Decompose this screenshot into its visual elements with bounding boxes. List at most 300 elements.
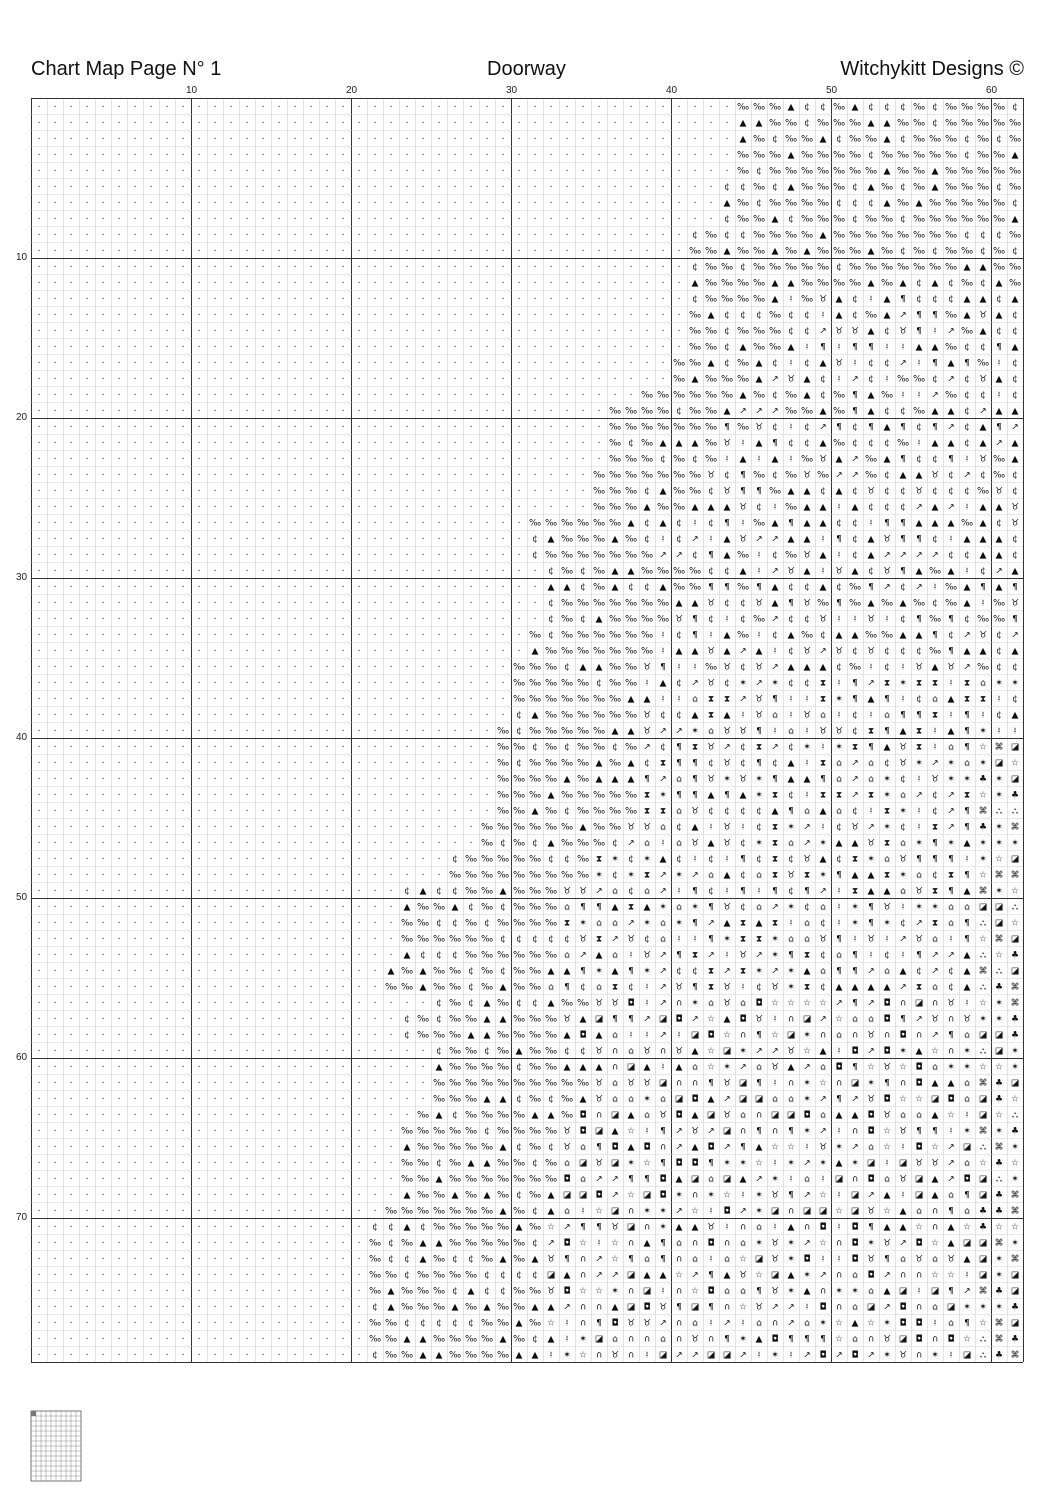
empty-cell-mark: · (262, 167, 265, 177)
stitch-symbol: ♮ (869, 663, 872, 673)
stitch-symbol: ▲ (900, 727, 907, 737)
empty-cell-mark: · (374, 1047, 377, 1057)
empty-cell-mark: · (86, 167, 89, 177)
stitch-symbol: ‰ (497, 823, 509, 833)
empty-cell-mark: · (614, 183, 617, 193)
stitch-symbol: ♣ (1011, 1015, 1019, 1025)
stitch-symbol: ▲ (980, 503, 987, 513)
stitch-symbol: ♉ (803, 471, 811, 481)
empty-cell-mark: · (614, 391, 617, 401)
stitch-symbol: ¶ (948, 1207, 954, 1217)
empty-cell-mark: · (102, 551, 105, 561)
row-number-50: 50 (16, 892, 27, 904)
stitch-symbol: ▲ (452, 1303, 459, 1313)
stitch-symbol: ⧗ (692, 743, 698, 753)
empty-cell-mark: · (294, 615, 297, 625)
stitch-symbol: ♉ (915, 663, 923, 673)
empty-cell-mark: · (38, 1287, 41, 1297)
stitch-symbol: ‰ (945, 167, 957, 177)
stitch-symbol: ¢ (868, 503, 874, 513)
empty-cell-mark: · (70, 1063, 73, 1073)
stitch-symbol: ‰ (513, 1303, 525, 1313)
empty-cell-mark: · (182, 695, 185, 705)
empty-cell-mark: · (214, 1095, 217, 1105)
stitch-symbol: ▲ (1012, 295, 1019, 305)
stitch-symbol: ¢ (804, 119, 810, 129)
empty-cell-mark: · (246, 983, 249, 993)
stitch-symbol: ↗ (947, 423, 955, 433)
empty-cell-mark: · (294, 631, 297, 641)
stitch-symbol: ☆ (979, 871, 987, 881)
stitch-symbol: ¢ (372, 1303, 378, 1313)
empty-cell-mark: · (102, 951, 105, 961)
empty-cell-mark: · (406, 279, 409, 289)
stitch-symbol: ♮ (837, 919, 840, 929)
empty-cell-mark: · (278, 887, 281, 897)
empty-cell-mark: · (566, 263, 569, 273)
stitch-symbol: ♮ (805, 343, 808, 353)
stitch-symbol: ¶ (948, 455, 954, 465)
empty-cell-mark: · (662, 135, 665, 145)
stitch-symbol: ‰ (609, 599, 621, 609)
stitch-symbol: ✶ (995, 679, 1003, 689)
empty-cell-mark: · (118, 183, 121, 193)
stitch-symbol: ▲ (964, 983, 971, 993)
stitch-symbol: ◪ (563, 1191, 572, 1201)
stitch-symbol: ‰ (977, 487, 989, 497)
stitch-symbol: ¢ (676, 535, 682, 545)
empty-cell-mark: · (294, 247, 297, 257)
stitch-symbol: ▲ (996, 503, 1003, 513)
empty-cell-mark: · (454, 663, 457, 673)
empty-cell-mark: · (150, 199, 153, 209)
stitch-symbol: ‰ (609, 695, 621, 705)
stitch-symbol: ▲ (804, 663, 811, 673)
stitch-symbol: ‰ (529, 903, 541, 913)
empty-cell-mark: · (70, 1127, 73, 1137)
stitch-symbol: ♮ (709, 535, 712, 545)
empty-cell-mark: · (166, 983, 169, 993)
empty-cell-mark: · (358, 1015, 361, 1025)
stitch-symbol: ∩ (628, 1207, 635, 1217)
stitch-symbol: ☆ (691, 1287, 699, 1297)
empty-cell-mark: · (374, 1095, 377, 1105)
stitch-symbol: ¶ (836, 967, 842, 977)
empty-cell-mark: · (358, 775, 361, 785)
stitch-symbol: ▲ (868, 119, 875, 129)
empty-cell-mark: · (86, 647, 89, 657)
empty-cell-mark: · (406, 823, 409, 833)
stitch-symbol: ☆ (579, 1351, 587, 1361)
stitch-symbol: ‰ (769, 231, 781, 241)
empty-cell-mark: · (582, 279, 585, 289)
stitch-symbol: ◪ (979, 1175, 988, 1185)
empty-cell-mark: · (86, 695, 89, 705)
stitch-symbol: ✶ (947, 839, 955, 849)
empty-cell-mark: · (102, 391, 105, 401)
stitch-symbol: ‰ (721, 295, 733, 305)
empty-cell-mark: · (150, 807, 153, 817)
stitch-symbol: ♮ (901, 903, 904, 913)
empty-cell-mark: · (630, 375, 633, 385)
stitch-symbol: ¢ (788, 439, 794, 449)
stitch-symbol: ¶ (916, 615, 922, 625)
stitch-symbol: ⧗ (644, 791, 650, 801)
stitch-symbol: ¢ (1012, 695, 1018, 705)
stitch-symbol: ☆ (835, 1015, 843, 1025)
stitch-symbol: ✶ (787, 903, 795, 913)
stitch-symbol: ⧗ (980, 695, 986, 705)
stitch-symbol: ‰ (561, 567, 573, 577)
empty-cell-mark: · (86, 551, 89, 561)
empty-cell-mark: · (246, 1239, 249, 1249)
stitch-symbol: ‰ (785, 135, 797, 145)
empty-cell-mark: · (342, 1319, 345, 1329)
stitch-symbol: ✶ (931, 1351, 939, 1361)
stitch-symbol: ⌂ (932, 1303, 938, 1313)
stitch-symbol: ♮ (965, 1111, 968, 1121)
empty-cell-mark: · (214, 871, 217, 881)
stitch-symbol: ▲ (884, 887, 891, 897)
stitch-symbol: ¢ (644, 759, 650, 769)
stitch-symbol: ▲ (868, 983, 875, 993)
empty-cell-mark: · (262, 487, 265, 497)
stitch-symbol: ‰ (769, 327, 781, 337)
stitch-symbol: ◘ (627, 999, 634, 1009)
stitch-symbol: ‰ (449, 1159, 461, 1169)
empty-cell-mark: · (374, 327, 377, 337)
stitch-symbol: ⌂ (948, 919, 954, 929)
empty-cell-mark: · (278, 951, 281, 961)
empty-cell-mark: · (390, 407, 393, 417)
empty-cell-mark: · (534, 615, 537, 625)
empty-cell-mark: · (278, 247, 281, 257)
empty-cell-mark: · (230, 231, 233, 241)
empty-cell-mark: · (86, 935, 89, 945)
stitch-symbol: ♉ (803, 647, 811, 657)
empty-cell-mark: · (150, 455, 153, 465)
stitch-symbol: ▲ (692, 1143, 699, 1153)
stitch-symbol: ↗ (691, 1351, 699, 1361)
empty-cell-mark: · (134, 823, 137, 833)
stitch-symbol: ‰ (561, 791, 573, 801)
stitch-symbol: ‰ (641, 391, 653, 401)
empty-cell-mark: · (310, 503, 313, 513)
stitch-symbol: ¶ (852, 343, 858, 353)
empty-cell-mark: · (438, 439, 441, 449)
stitch-symbol: ‰ (609, 711, 621, 721)
empty-cell-mark: · (134, 1271, 137, 1281)
stitch-symbol: ▲ (996, 551, 1003, 561)
empty-cell-mark: · (406, 631, 409, 641)
stitch-symbol: ▲ (772, 583, 779, 593)
empty-cell-mark: · (230, 215, 233, 225)
stitch-symbol: ↗ (787, 1303, 795, 1313)
stitch-symbol: ♣ (1011, 1335, 1019, 1345)
stitch-symbol: ¶ (660, 1255, 666, 1265)
stitch-symbol: ◪ (867, 1303, 876, 1313)
empty-cell-mark: · (182, 359, 185, 369)
empty-cell-mark: · (406, 647, 409, 657)
empty-cell-mark: · (70, 935, 73, 945)
stitch-symbol: ⛬ (1012, 903, 1018, 913)
stitch-symbol: ☆ (867, 1063, 875, 1073)
empty-cell-mark: · (246, 295, 249, 305)
empty-cell-mark: · (118, 599, 121, 609)
stitch-symbol: ¶ (756, 487, 762, 497)
stitch-symbol: ‰ (881, 279, 893, 289)
empty-cell-mark: · (246, 871, 249, 881)
stitch-symbol: ¢ (548, 599, 554, 609)
empty-cell-mark: · (134, 119, 137, 129)
empty-cell-mark: · (262, 711, 265, 721)
stitch-symbol: ⧗ (868, 727, 874, 737)
empty-cell-mark: · (262, 1271, 265, 1281)
empty-cell-mark: · (54, 263, 57, 273)
empty-cell-mark: · (326, 663, 329, 673)
empty-cell-mark: · (70, 919, 73, 929)
empty-cell-mark: · (166, 311, 169, 321)
empty-cell-mark: · (230, 1207, 233, 1217)
empty-cell-mark: · (118, 1351, 121, 1361)
empty-cell-mark: · (326, 1079, 329, 1089)
empty-cell-mark: · (278, 1095, 281, 1105)
stitch-symbol: ⌂ (612, 1095, 618, 1105)
stitch-symbol: ‰ (401, 1287, 413, 1297)
empty-cell-mark: · (326, 1191, 329, 1201)
empty-cell-mark: · (230, 359, 233, 369)
empty-cell-mark: · (182, 183, 185, 193)
empty-cell-mark: · (86, 999, 89, 1009)
empty-cell-mark: · (118, 215, 121, 225)
empty-cell-mark: · (662, 199, 665, 209)
stitch-symbol: ¶ (900, 423, 906, 433)
empty-cell-mark: · (70, 1175, 73, 1185)
stitch-symbol: ¶ (868, 919, 874, 929)
stitch-symbol: ♉ (755, 599, 763, 609)
stitch-symbol: ▲ (788, 343, 795, 353)
stitch-symbol: ▲ (820, 1047, 827, 1057)
stitch-symbol: ◪ (675, 1095, 684, 1105)
empty-cell-mark: · (550, 439, 553, 449)
empty-cell-mark: · (502, 167, 505, 177)
stitch-symbol: ☆ (1011, 1159, 1019, 1169)
empty-cell-mark: · (230, 1223, 233, 1233)
empty-cell-mark: · (582, 407, 585, 417)
stitch-symbol: ⌂ (740, 1287, 746, 1297)
stitch-symbol: ‰ (1009, 119, 1021, 129)
stitch-symbol: ◪ (659, 1079, 668, 1089)
empty-cell-mark: · (454, 519, 457, 529)
stitch-symbol: ▲ (756, 919, 763, 929)
stitch-symbol: ‰ (801, 279, 813, 289)
stitch-symbol: ∩ (676, 1079, 683, 1089)
stitch-symbol: ¶ (580, 903, 586, 913)
stitch-symbol: ▲ (964, 295, 971, 305)
empty-cell-mark: · (166, 119, 169, 129)
stitch-symbol: ⧗ (852, 743, 858, 753)
empty-cell-mark: · (70, 1255, 73, 1265)
stitch-symbol: ¢ (740, 903, 746, 913)
stitch-symbol: ‰ (529, 855, 541, 865)
stitch-symbol: ¢ (852, 727, 858, 737)
empty-cell-mark: · (38, 839, 41, 849)
empty-cell-mark: · (102, 343, 105, 353)
empty-cell-mark: · (518, 391, 521, 401)
stitch-symbol: ♣ (995, 1287, 1003, 1297)
empty-cell-mark: · (422, 855, 425, 865)
empty-cell-mark: · (118, 1335, 121, 1345)
stitch-symbol: ♮ (757, 887, 760, 897)
stitch-symbol: ▲ (436, 1351, 443, 1361)
empty-cell-mark: · (230, 1111, 233, 1121)
empty-cell-mark: · (550, 375, 553, 385)
empty-cell-mark: · (326, 839, 329, 849)
stitch-symbol: ‰ (449, 1095, 461, 1105)
stitch-symbol: ▲ (996, 535, 1003, 545)
empty-cell-mark: · (118, 199, 121, 209)
empty-cell-mark: · (86, 1303, 89, 1313)
stitch-symbol: ¶ (900, 455, 906, 465)
stitch-symbol: ♉ (643, 1319, 651, 1329)
empty-cell-mark: · (38, 1223, 41, 1233)
stitch-symbol: ¢ (1012, 551, 1018, 561)
empty-cell-mark: · (214, 967, 217, 977)
stitch-symbol: ▲ (532, 647, 539, 657)
stitch-symbol: ◪ (595, 1335, 604, 1345)
stitch-symbol: ▲ (1012, 455, 1019, 465)
stitch-symbol: ♉ (739, 727, 747, 737)
stitch-symbol: ¢ (852, 215, 858, 225)
stitch-symbol: ☆ (819, 1191, 827, 1201)
stitch-symbol: ♉ (899, 855, 907, 865)
stitch-symbol: ▲ (804, 375, 811, 385)
stitch-symbol: ♉ (883, 567, 891, 577)
stitch-symbol: ¢ (532, 999, 538, 1009)
empty-cell-mark: · (230, 871, 233, 881)
empty-cell-mark: · (102, 183, 105, 193)
stitch-symbol: ▲ (564, 775, 571, 785)
empty-cell-mark: · (102, 471, 105, 481)
empty-cell-mark: · (294, 1207, 297, 1217)
stitch-symbol: ¢ (916, 695, 922, 705)
stitch-symbol: ‰ (737, 359, 749, 369)
stitch-symbol: ♉ (915, 887, 923, 897)
empty-cell-mark: · (214, 103, 217, 113)
stitch-symbol: ¢ (772, 759, 778, 769)
empty-cell-mark: · (422, 1063, 425, 1073)
empty-cell-mark: · (358, 727, 361, 737)
empty-cell-mark: · (486, 471, 489, 481)
empty-cell-mark: · (358, 999, 361, 1009)
empty-cell-mark: · (38, 567, 41, 577)
empty-cell-mark: · (246, 1015, 249, 1025)
stitch-symbol: ↗ (691, 1015, 699, 1025)
empty-cell-mark: · (70, 983, 73, 993)
stitch-symbol: ¶ (772, 887, 778, 897)
empty-cell-mark: · (166, 1095, 169, 1105)
stitch-symbol: ♮ (757, 1351, 760, 1361)
empty-cell-mark: · (278, 1239, 281, 1249)
empty-cell-mark: · (230, 151, 233, 161)
stitch-symbol: ‰ (945, 119, 957, 129)
stitch-symbol: ‰ (705, 327, 717, 337)
stitch-symbol: ▲ (580, 1063, 587, 1073)
stitch-symbol: ‰ (497, 775, 509, 785)
stitch-symbol: ▲ (580, 663, 587, 673)
stitch-symbol: ¶ (692, 631, 698, 641)
empty-cell-mark: · (150, 1095, 153, 1105)
stitch-symbol: ‰ (961, 199, 973, 209)
stitch-symbol: ▲ (532, 807, 539, 817)
empty-cell-mark: · (326, 1303, 329, 1313)
stitch-symbol: ♮ (885, 615, 888, 625)
empty-cell-mark: · (502, 311, 505, 321)
stitch-symbol: ▲ (628, 695, 635, 705)
empty-cell-mark: · (454, 551, 457, 561)
empty-cell-mark: · (150, 1047, 153, 1057)
empty-cell-mark: · (294, 391, 297, 401)
stitch-symbol: ♉ (835, 327, 843, 337)
stitch-symbol: ‰ (625, 647, 637, 657)
empty-cell-mark: · (294, 567, 297, 577)
empty-cell-mark: · (198, 903, 201, 913)
stitch-symbol: ‰ (465, 1223, 477, 1233)
empty-cell-mark: · (198, 359, 201, 369)
empty-cell-mark: · (470, 711, 473, 721)
stitch-symbol: ⌂ (964, 1079, 970, 1089)
stitch-symbol: ‰ (513, 1127, 525, 1137)
empty-cell-mark: · (374, 407, 377, 417)
empty-cell-mark: · (598, 103, 601, 113)
stitch-symbol: ‰ (481, 951, 493, 961)
stitch-symbol: ‰ (817, 279, 829, 289)
empty-cell-mark: · (278, 407, 281, 417)
stitch-symbol: ‰ (593, 727, 605, 737)
stitch-symbol: ¢ (676, 407, 682, 417)
empty-cell-mark: · (374, 647, 377, 657)
stitch-symbol: ‰ (385, 1319, 397, 1329)
stitch-symbol: ‰ (689, 343, 701, 353)
empty-cell-mark: · (454, 439, 457, 449)
stitch-symbol: ‰ (673, 583, 685, 593)
empty-cell-mark: · (342, 1063, 345, 1073)
stitch-symbol: ∩ (724, 1239, 731, 1249)
stitch-symbol: ⌂ (788, 1095, 794, 1105)
empty-cell-mark: · (134, 455, 137, 465)
stitch-symbol: ¢ (724, 231, 730, 241)
empty-cell-mark: · (246, 391, 249, 401)
empty-cell-mark: · (566, 343, 569, 353)
empty-cell-mark: · (102, 295, 105, 305)
stitch-symbol: ‰ (833, 215, 845, 225)
empty-cell-mark: · (406, 743, 409, 753)
stitch-symbol: ‰ (993, 151, 1005, 161)
empty-cell-mark: · (454, 823, 457, 833)
empty-cell-mark: · (118, 983, 121, 993)
stitch-symbol: ⌂ (868, 1143, 874, 1153)
stitch-symbol: ‰ (753, 615, 765, 625)
stitch-symbol: ♉ (723, 759, 731, 769)
stitch-symbol: ✶ (835, 695, 843, 705)
empty-cell-mark: · (486, 439, 489, 449)
stitch-symbol: ‰ (369, 1271, 381, 1281)
stitch-symbol: ✶ (803, 1127, 811, 1137)
stitch-symbol: ⌘ (1011, 983, 1020, 993)
empty-cell-mark: · (454, 535, 457, 545)
empty-cell-mark: · (566, 103, 569, 113)
empty-cell-mark: · (230, 263, 233, 273)
